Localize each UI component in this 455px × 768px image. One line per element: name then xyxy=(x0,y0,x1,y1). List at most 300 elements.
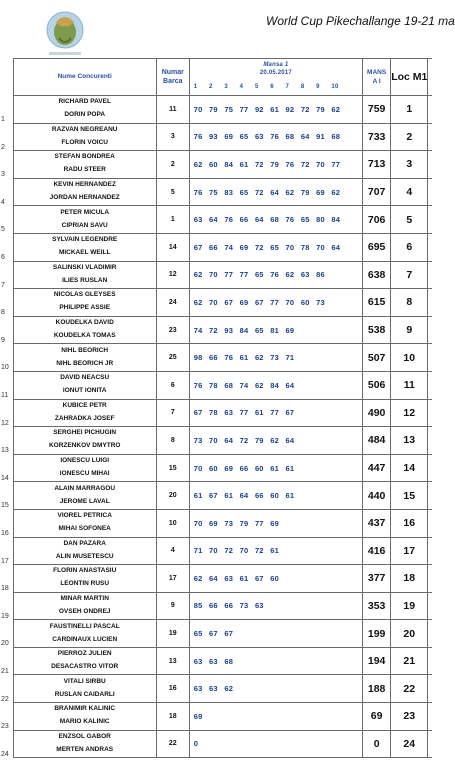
score-value: 63 xyxy=(193,215,203,225)
total-score: 484 xyxy=(363,427,391,455)
competitor-names xyxy=(13,537,156,565)
score-value: 77 xyxy=(270,297,279,307)
boat-header-line2: Barca xyxy=(163,78,183,85)
score-value: 63 xyxy=(193,656,203,666)
column-header-total xyxy=(363,59,391,96)
score-value: 69 xyxy=(209,518,218,528)
score-value: 60 xyxy=(209,463,218,473)
score-value: 67 xyxy=(254,573,264,583)
mansa-date: 20.05.2017 xyxy=(259,70,292,76)
score-value: 72 xyxy=(209,325,218,335)
score-value: 69 xyxy=(285,325,295,335)
round-scores xyxy=(189,427,362,455)
extra-column xyxy=(428,482,432,510)
competitor-name: FLORIN VOICU xyxy=(61,138,108,146)
score-value: 62 xyxy=(254,380,264,390)
score-value: 70 xyxy=(285,242,295,252)
score-value: 61 xyxy=(239,353,249,363)
score-value: 69 xyxy=(224,132,234,142)
table-row xyxy=(0,178,432,206)
boat-number: 24 xyxy=(156,289,189,317)
score-value: 72 xyxy=(224,546,234,556)
extra-column xyxy=(428,151,432,179)
round-scores xyxy=(189,620,362,648)
competitor-name: PIERROZ JULIEN xyxy=(57,650,112,658)
score-value: 66 xyxy=(239,215,249,225)
boat-number: 23 xyxy=(156,316,189,344)
score-value: 72 xyxy=(239,435,249,445)
competitor-name: KORZENKOV DMYTRO xyxy=(48,442,121,450)
score-value: 64 xyxy=(209,215,218,225)
boat-number: 14 xyxy=(156,233,189,261)
boat-number: 17 xyxy=(156,565,189,593)
boat-number: 3 xyxy=(156,123,189,151)
score-value: 62 xyxy=(193,159,203,169)
round-scores xyxy=(189,151,362,179)
rank-position: 16 xyxy=(391,509,428,537)
score-value: 63 xyxy=(209,656,218,666)
score-value: 64 xyxy=(300,132,310,142)
score-value: 70 xyxy=(209,297,218,307)
row-index: 4 xyxy=(1,198,5,206)
competitor-name: IONESCU MIHAI xyxy=(59,470,110,478)
score-value: 76 xyxy=(285,159,295,169)
score-value: 79 xyxy=(209,104,218,114)
table-row xyxy=(0,509,432,537)
round-scores xyxy=(189,371,362,399)
rank-position: 15 xyxy=(391,482,428,510)
competitor-name: STEFAN BONDREA xyxy=(54,153,115,161)
round-scores xyxy=(189,233,362,261)
crest-logo-icon xyxy=(41,8,89,60)
table-row xyxy=(0,96,432,124)
table-row xyxy=(0,482,432,510)
table-row xyxy=(0,371,432,399)
competitor-names xyxy=(13,261,156,289)
score-value: 70 xyxy=(209,435,218,445)
competitor-name: CIPRIAN SAVU xyxy=(61,221,108,229)
competitor-name: IONUT IONITA xyxy=(62,387,107,395)
round-number: 9 xyxy=(316,84,320,90)
competitor-name: RUSLAN CAIDARLI xyxy=(54,690,115,698)
total-score: 506 xyxy=(363,371,391,399)
score-value: 64 xyxy=(239,491,249,501)
rank-position: 23 xyxy=(391,703,428,731)
score-value: 72 xyxy=(300,159,310,169)
total-score: 69 xyxy=(363,703,391,731)
score-value: 69 xyxy=(316,187,325,197)
competitor-name: MICKAEL WEILL xyxy=(58,249,111,257)
round-scores xyxy=(189,316,362,344)
round-number: 7 xyxy=(285,84,290,90)
competitor-name: JORDAN HERNANDEZ xyxy=(49,194,120,202)
total-score: 437 xyxy=(363,509,391,537)
extra-column xyxy=(428,289,432,317)
competitor-names xyxy=(13,647,156,675)
score-value: 77 xyxy=(270,408,279,418)
total-score: 0 xyxy=(363,730,391,758)
score-value: 62 xyxy=(285,187,295,197)
score-value: 77 xyxy=(239,104,249,114)
mansa-title: Mansa 1 xyxy=(263,62,289,68)
score-value: 98 xyxy=(193,353,203,363)
table-row xyxy=(0,261,432,289)
rank-position: 19 xyxy=(391,592,428,620)
row-index: 19 xyxy=(1,612,9,620)
boat-number: 16 xyxy=(156,675,189,703)
competitor-names xyxy=(13,344,156,372)
competitor-name: OVSEH ONDREJ xyxy=(58,607,111,615)
score-value: 70 xyxy=(239,546,249,556)
column-header-name: Nume Concurenti xyxy=(13,59,156,96)
score-value: 64 xyxy=(285,435,295,445)
round-number: 1 xyxy=(193,84,198,90)
round-number: 3 xyxy=(224,84,228,90)
round-number: 8 xyxy=(300,84,305,90)
extra-column xyxy=(428,565,432,593)
extra-column xyxy=(428,399,432,427)
score-value: 60 xyxy=(254,463,264,473)
total-header-line2: A I xyxy=(372,78,381,85)
row-index: 10 xyxy=(1,364,9,372)
row-index: 7 xyxy=(1,281,5,289)
row-index: 8 xyxy=(1,309,5,317)
extra-column xyxy=(428,427,432,455)
score-value: 74 xyxy=(239,380,249,390)
rank-position: 4 xyxy=(391,178,428,206)
score-value: 84 xyxy=(270,380,279,390)
score-value: 62 xyxy=(193,297,203,307)
score-value: 69 xyxy=(224,463,234,473)
rank-position: 8 xyxy=(391,289,428,317)
competitor-name: FAUSTINELLI PASCAL xyxy=(49,622,120,630)
score-value: 72 xyxy=(300,104,310,114)
score-value: 62 xyxy=(193,270,203,280)
score-value: 78 xyxy=(300,242,310,252)
extra-column xyxy=(428,206,432,234)
competitor-name: KOUDELKA TOMAS xyxy=(53,332,116,340)
score-value: 60 xyxy=(270,573,279,583)
boat-number: 13 xyxy=(156,647,189,675)
score-value: 78 xyxy=(209,380,218,390)
score-value: 69 xyxy=(193,711,203,721)
total-header-line1: MANS xyxy=(367,69,387,76)
rank-position: 3 xyxy=(391,151,428,179)
score-value: 73 xyxy=(316,297,325,307)
score-value: 67 xyxy=(224,629,234,639)
score-value: 72 xyxy=(254,187,264,197)
score-value: 61 xyxy=(270,104,279,114)
score-value: 73 xyxy=(224,518,234,528)
competitor-names xyxy=(13,703,156,731)
boat-number: 7 xyxy=(156,399,189,427)
round-number: 10 xyxy=(331,84,339,90)
competitor-name: PHILIPPE ASSIE xyxy=(59,304,111,312)
page-title: World Cup Pikechallange 19-21 ma xyxy=(266,14,455,28)
score-value: 63 xyxy=(209,684,218,694)
round-scores xyxy=(189,96,362,124)
rank-position: 1 xyxy=(391,96,428,124)
table-row xyxy=(0,233,432,261)
score-value: 65 xyxy=(193,629,203,639)
score-value: 0 xyxy=(193,739,199,749)
extra-column xyxy=(428,592,432,620)
competitor-names xyxy=(13,123,156,151)
boat-number: 1 xyxy=(156,206,189,234)
score-value: 61 xyxy=(270,546,279,556)
competitor-name: BRANIMIR KALINIC xyxy=(54,705,116,713)
boat-number: 11 xyxy=(156,96,189,124)
competitor-name: MARIO KALINIC xyxy=(59,718,110,726)
score-value: 69 xyxy=(270,518,279,528)
total-score: 638 xyxy=(363,261,391,289)
competitor-names xyxy=(13,565,156,593)
row-index: 16 xyxy=(1,530,9,537)
score-value: 67 xyxy=(209,491,218,501)
row-index: 21 xyxy=(1,667,9,675)
competitor-name: IONESCU LUIGI xyxy=(60,457,110,465)
boat-number: 20 xyxy=(156,482,189,510)
extra-column xyxy=(428,703,432,731)
competitor-names xyxy=(13,96,156,124)
score-value: 79 xyxy=(239,518,249,528)
round-scores xyxy=(189,537,362,565)
score-value: 79 xyxy=(300,187,310,197)
score-value: 70 xyxy=(193,104,203,114)
rank-position: 13 xyxy=(391,427,428,455)
competitor-names xyxy=(13,509,156,537)
score-value: 66 xyxy=(209,353,218,363)
score-value: 63 xyxy=(300,270,310,280)
score-value: 63 xyxy=(224,573,234,583)
score-value: 67 xyxy=(224,297,234,307)
score-value: 73 xyxy=(270,353,279,363)
score-value: 67 xyxy=(254,297,264,307)
row-index: 3 xyxy=(1,171,5,179)
competitor-names xyxy=(13,427,156,455)
score-value: 76 xyxy=(285,215,295,225)
competitor-name: DESACASTRO VITOR xyxy=(51,663,119,671)
score-value: 68 xyxy=(270,215,279,225)
score-value: 76 xyxy=(193,187,203,197)
score-value: 68 xyxy=(285,132,295,142)
score-value: 67 xyxy=(193,408,203,418)
score-value: 69 xyxy=(239,297,249,307)
score-value: 76 xyxy=(193,132,203,142)
boat-number: 2 xyxy=(156,151,189,179)
boat-header-line1: Numar xyxy=(161,69,184,76)
score-value: 65 xyxy=(239,132,249,142)
extra-column xyxy=(428,261,432,289)
score-value: 68 xyxy=(331,132,341,142)
rank-position: 14 xyxy=(391,454,428,482)
score-value: 64 xyxy=(331,242,341,252)
score-value: 76 xyxy=(193,380,203,390)
score-value: 79 xyxy=(270,159,279,169)
table-row xyxy=(0,730,432,758)
row-index: 1 xyxy=(1,116,5,124)
competitor-name: RICHARD PAVEL xyxy=(58,98,111,106)
rank-position: 2 xyxy=(391,123,428,151)
score-value: 63 xyxy=(254,601,264,611)
score-value: 79 xyxy=(316,104,325,114)
score-value: 76 xyxy=(224,353,234,363)
rank-position: 5 xyxy=(391,206,428,234)
results-table xyxy=(0,58,432,758)
score-value: 77 xyxy=(239,408,249,418)
score-value: 61 xyxy=(224,491,234,501)
competitor-names xyxy=(13,233,156,261)
row-index: 18 xyxy=(1,585,9,593)
table-row xyxy=(0,151,432,179)
rank-position: 10 xyxy=(391,344,428,372)
round-numbers xyxy=(190,83,362,91)
total-score: 538 xyxy=(363,316,391,344)
round-scores xyxy=(189,399,362,427)
score-value: 84 xyxy=(331,215,341,225)
score-value: 70 xyxy=(193,463,203,473)
row-index: 13 xyxy=(1,447,9,455)
score-value: 66 xyxy=(224,601,234,611)
score-value: 60 xyxy=(300,297,310,307)
score-value: 73 xyxy=(239,601,249,611)
competitor-name: VIOREL PETRICA xyxy=(57,512,112,520)
row-index: 23 xyxy=(1,723,9,731)
round-scores xyxy=(189,703,362,731)
extra-column xyxy=(428,233,432,261)
row-index: 22 xyxy=(1,695,9,703)
competitor-name: ILIES RUSLAN xyxy=(62,276,108,284)
score-value: 64 xyxy=(254,215,264,225)
column-header-boat xyxy=(156,59,189,96)
table-row xyxy=(0,675,432,703)
total-score: 199 xyxy=(363,620,391,648)
score-value: 70 xyxy=(209,546,218,556)
total-score: 194 xyxy=(363,647,391,675)
table-row xyxy=(0,565,432,593)
score-value: 93 xyxy=(224,325,234,335)
score-value: 66 xyxy=(209,242,218,252)
table-row xyxy=(0,399,432,427)
extra-column xyxy=(428,96,432,124)
row-index: 12 xyxy=(1,419,9,427)
score-value: 65 xyxy=(270,242,279,252)
score-value: 64 xyxy=(209,573,218,583)
competitor-name: NIHL BEORICH JR xyxy=(56,359,114,367)
score-value: 77 xyxy=(254,518,264,528)
score-value: 67 xyxy=(285,408,295,418)
total-score: 377 xyxy=(363,565,391,593)
score-value: 76 xyxy=(270,132,279,142)
round-scores xyxy=(189,289,362,317)
table-row xyxy=(0,123,432,151)
score-value: 67 xyxy=(193,242,203,252)
boat-number: 25 xyxy=(156,344,189,372)
boat-number: 10 xyxy=(156,509,189,537)
extra-column xyxy=(428,316,432,344)
row-index: 20 xyxy=(1,640,9,648)
total-score: 707 xyxy=(363,178,391,206)
row-index: 11 xyxy=(1,392,9,400)
competitor-names xyxy=(13,178,156,206)
score-value: 70 xyxy=(209,270,218,280)
table-row xyxy=(0,289,432,317)
score-value: 61 xyxy=(285,491,295,501)
boat-number: 12 xyxy=(156,261,189,289)
score-value: 77 xyxy=(331,159,341,169)
score-value: 76 xyxy=(270,270,279,280)
extra-column xyxy=(428,509,432,537)
score-value: 61 xyxy=(270,463,279,473)
score-value: 61 xyxy=(285,463,295,473)
round-number: 5 xyxy=(254,84,259,90)
competitor-name: NICOLAS GLEYSES xyxy=(53,291,116,299)
total-score: 353 xyxy=(363,592,391,620)
round-scores xyxy=(189,592,362,620)
competitor-names xyxy=(13,482,156,510)
extra-column xyxy=(428,344,432,372)
column-header-loc: Loc M1 xyxy=(391,59,428,96)
score-value: 60 xyxy=(270,491,279,501)
round-number: 4 xyxy=(239,84,244,90)
competitor-name: KEVIN HERNANDEZ xyxy=(53,181,116,189)
competitor-names xyxy=(13,620,156,648)
competitor-name: JEROME LAVAL xyxy=(59,497,110,505)
competitor-name: DORIN POPA xyxy=(64,111,106,119)
competitor-name: MIHAI SOFONEA xyxy=(58,525,111,533)
round-number: 6 xyxy=(270,84,274,90)
table-row xyxy=(0,537,432,565)
boat-number: 8 xyxy=(156,427,189,455)
competitor-name: MERTEN ANDRAS xyxy=(56,745,114,753)
score-value: 62 xyxy=(331,104,341,114)
extra-column xyxy=(428,675,432,703)
score-value: 63 xyxy=(193,684,203,694)
score-value: 86 xyxy=(316,270,325,280)
score-value: 85 xyxy=(193,601,203,611)
total-score: 447 xyxy=(363,454,391,482)
score-value: 63 xyxy=(224,408,234,418)
total-score: 733 xyxy=(363,123,391,151)
rank-position: 9 xyxy=(391,316,428,344)
row-index: 2 xyxy=(1,143,5,151)
score-value: 69 xyxy=(239,242,249,252)
rank-position: 20 xyxy=(391,620,428,648)
extra-column xyxy=(428,647,432,675)
table-row xyxy=(0,344,432,372)
table-row xyxy=(0,703,432,731)
score-value: 92 xyxy=(254,104,264,114)
row-index: 17 xyxy=(1,557,9,565)
round-scores xyxy=(189,482,362,510)
score-value: 70 xyxy=(193,518,203,528)
column-header-mansa xyxy=(189,59,362,96)
score-value: 62 xyxy=(270,435,279,445)
round-scores xyxy=(189,509,362,537)
total-score: 759 xyxy=(363,96,391,124)
boat-number: 19 xyxy=(156,620,189,648)
competitor-name: SALINSKI VLADIMIR xyxy=(52,263,117,271)
competitor-name: MINAR MARTIN xyxy=(60,594,109,602)
score-value: 74 xyxy=(193,325,203,335)
score-value: 70 xyxy=(316,242,325,252)
score-value: 72 xyxy=(254,159,264,169)
boat-number: 9 xyxy=(156,592,189,620)
round-scores xyxy=(189,206,362,234)
round-number: 2 xyxy=(209,84,213,90)
rank-position: 21 xyxy=(391,647,428,675)
score-value: 91 xyxy=(316,132,325,142)
